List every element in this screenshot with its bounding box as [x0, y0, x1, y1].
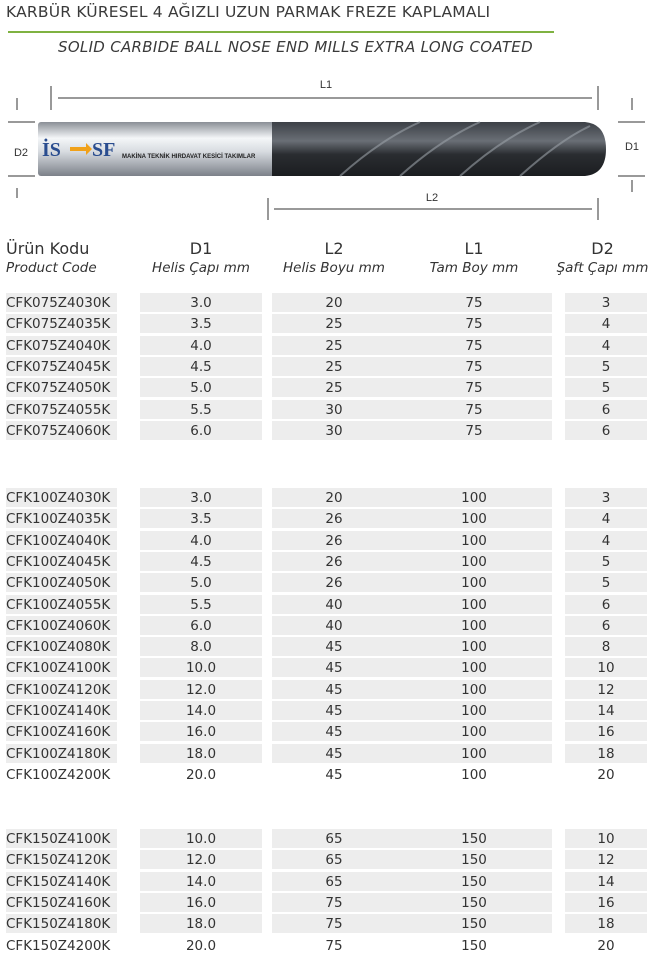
l1-cell: 75: [396, 400, 552, 419]
product-code-cell: CFK150Z4100K: [6, 829, 117, 848]
d1-cell: 4.0: [140, 336, 262, 355]
header-d1: D1 Helis Çapı mm: [152, 239, 250, 276]
l1-cell: 150: [396, 914, 552, 933]
l1-cell: 75: [396, 314, 552, 333]
product-code-cell: CFK100Z4140K: [6, 701, 117, 720]
tool-flutes: [272, 122, 606, 176]
d1-cell: 5.5: [140, 595, 262, 614]
end-mill-diagram: [0, 80, 653, 230]
l1-cell: 150: [396, 829, 552, 848]
d1-cell: 18.0: [140, 914, 262, 933]
l1-cell: 100: [396, 701, 552, 720]
l1-cell: 100: [461, 766, 487, 783]
product-code-cell: CFK100Z4100K: [6, 658, 117, 677]
table-row: [0, 357, 653, 378]
product-code-cell: CFK075Z4045K: [6, 357, 117, 376]
product-code-cell: CFK100Z4060K: [6, 616, 117, 635]
d1-cell: 10.0: [140, 658, 262, 677]
d1-cell: 6.0: [140, 421, 262, 440]
l2-cell: 26: [272, 509, 396, 528]
d1-cell: 16.0: [140, 893, 262, 912]
d2-cell: 6: [565, 595, 647, 614]
l2-cell: 25: [272, 378, 396, 397]
d2-cell: 6: [565, 400, 647, 419]
product-code-cell: CFK075Z4055K: [6, 400, 117, 419]
l2-cell: 20: [272, 293, 396, 312]
d2-cell: 5: [565, 357, 647, 376]
product-code-cell: CFK100Z4040K: [6, 531, 117, 550]
header-l2: L2 Helis Boyu mm: [283, 239, 385, 276]
logo-subtitle: MAKİNA TEKNİK HIRDAVAT KESİCİ TAKIMLAR: [122, 154, 256, 160]
header-l1: L1 Tam Boy mm: [429, 239, 519, 276]
l2-cell: 26: [272, 552, 396, 571]
l2-cell: 45: [272, 722, 396, 741]
l1-cell: 100: [396, 658, 552, 677]
table-row: [0, 829, 653, 850]
l1-cell: 100: [396, 509, 552, 528]
l2-cell: 75: [325, 937, 343, 954]
l1-cell: 75: [396, 421, 552, 440]
table-row: [0, 595, 653, 616]
table-row: [0, 893, 653, 914]
d1-cell: 6.0: [140, 616, 262, 635]
product-code-cell: CFK150Z4120K: [6, 850, 117, 869]
table-row: [0, 914, 653, 935]
table-row: [0, 421, 653, 442]
table-row: [0, 400, 653, 421]
l2-cell: 26: [272, 573, 396, 592]
l2-cell: 65: [272, 850, 396, 869]
d2-cell: 5: [565, 378, 647, 397]
l1-cell: 150: [396, 850, 552, 869]
d2-cell: 16: [565, 893, 647, 912]
l1-cell: 100: [396, 722, 552, 741]
d2-cell: 10: [565, 829, 647, 848]
d1-cell: 5.0: [140, 573, 262, 592]
l2-cell: 75: [272, 914, 396, 933]
d2-cell: 4: [565, 509, 647, 528]
d1-cell: 20.0: [185, 937, 217, 954]
l1-cell: 100: [396, 637, 552, 656]
page-title: KARBÜR KÜRESEL 4 AĞIZLI UZUN PARMAK FREZE KAPLAMALI: [6, 3, 491, 21]
product-code-cell: CFK075Z4060K: [6, 421, 117, 440]
table-row: [0, 872, 653, 893]
d1-cell: 4.5: [140, 552, 262, 571]
l2-cell: 25: [272, 314, 396, 333]
l2-cell: 75: [272, 893, 396, 912]
d2-cell: 6: [565, 421, 647, 440]
table-row: [0, 336, 653, 357]
page-subtitle: SOLID CARBIDE BALL NOSE END MILLS EXTRA LONG COATED: [58, 38, 533, 56]
product-code-cell: CFK150Z4160K: [6, 893, 117, 912]
d1-cell: 3.0: [140, 488, 262, 507]
d2-cell: 4: [565, 336, 647, 355]
d1-cell: 4.5: [140, 357, 262, 376]
table-row: [0, 680, 653, 701]
d1-cell: 18.0: [140, 744, 262, 763]
d1-cell: 3.5: [140, 509, 262, 528]
l1-cell: 100: [396, 595, 552, 614]
table-row: [0, 378, 653, 399]
d2-cell: 3: [565, 293, 647, 312]
d1-label: D1: [624, 141, 640, 153]
table-row: [0, 314, 653, 335]
l2-cell: 26: [272, 531, 396, 550]
product-code-cell: CFK100Z4055K: [6, 595, 117, 614]
l1-label: L1: [319, 80, 333, 91]
l1-cell: 75: [396, 336, 552, 355]
product-code-cell: CFK100Z4180K: [6, 744, 117, 763]
d2-cell: 8: [565, 637, 647, 656]
d1-cell: 14.0: [140, 872, 262, 891]
table-row: [0, 701, 653, 722]
l2-cell: 40: [272, 595, 396, 614]
l1-cell: 100: [396, 680, 552, 699]
d2-cell: 16: [565, 722, 647, 741]
table-row: [0, 744, 653, 765]
product-code-cell: CFK075Z4040K: [6, 336, 117, 355]
table-row: [0, 637, 653, 658]
table-row: [0, 531, 653, 552]
l2-cell: 40: [272, 616, 396, 635]
table-row: [0, 488, 653, 509]
l1-cell: 150: [396, 893, 552, 912]
d2-cell: 12: [565, 680, 647, 699]
d2-cell: 10: [565, 658, 647, 677]
d2-cell: 18: [565, 744, 647, 763]
d1-cell: 3.5: [140, 314, 262, 333]
l1-cell: 100: [396, 573, 552, 592]
product-code-cell: CFK100Z4035K: [6, 509, 117, 528]
d1-cell: 16.0: [140, 722, 262, 741]
table-row: [0, 573, 653, 594]
table-row: [0, 850, 653, 871]
l1-cell: 150: [396, 872, 552, 891]
l2-cell: 65: [272, 872, 396, 891]
d1-cell: 5.5: [140, 400, 262, 419]
d1-cell: 8.0: [140, 637, 262, 656]
l2-cell: 45: [272, 701, 396, 720]
l2-label: L2: [425, 192, 439, 204]
l2-cell: 45: [272, 680, 396, 699]
l1-cell: 100: [396, 531, 552, 550]
d2-cell: 12: [565, 850, 647, 869]
product-code-cell: CFK100Z4045K: [6, 552, 117, 571]
l2-cell: 45: [272, 744, 396, 763]
l1-cell: 100: [396, 616, 552, 635]
header-product-code: Ürün Kodu Product Code: [6, 239, 97, 276]
d2-cell: 6: [565, 616, 647, 635]
l1-cell: 75: [396, 378, 552, 397]
l1-cell: 100: [396, 744, 552, 763]
table-row: [0, 658, 653, 679]
table-row: [0, 616, 653, 637]
l2-cell: 25: [272, 357, 396, 376]
l2-cell: 30: [272, 400, 396, 419]
table-row: [0, 936, 653, 957]
d1-cell: 12.0: [140, 680, 262, 699]
l2-cell: 65: [272, 829, 396, 848]
l1-cell: 75: [396, 357, 552, 376]
d2-label: D2: [13, 147, 29, 159]
product-code-cell: CFK150Z4180K: [6, 914, 117, 933]
d2-cell: 5: [565, 552, 647, 571]
d1-cell: 10.0: [140, 829, 262, 848]
product-code-cell: CFK150Z4200K: [6, 937, 111, 954]
d1-cell: 5.0: [140, 378, 262, 397]
d2-cell: 4: [565, 314, 647, 333]
table-row: [0, 293, 653, 314]
l2-cell: 45: [325, 766, 343, 783]
d2-cell: 20: [597, 937, 615, 954]
header-d2: D2 Şaft Çapı mm: [556, 239, 649, 276]
table-row: [0, 722, 653, 743]
l2-cell: 25: [272, 336, 396, 355]
table-row: [0, 765, 653, 786]
l2-cell: 20: [272, 488, 396, 507]
logo-text-right: SF: [92, 139, 116, 161]
l2-cell: 45: [272, 658, 396, 677]
d1-cell: 3.0: [140, 293, 262, 312]
table-row: [0, 552, 653, 573]
l1-cell: 75: [396, 293, 552, 312]
product-code-cell: CFK150Z4140K: [6, 872, 117, 891]
product-code-cell: CFK100Z4120K: [6, 680, 117, 699]
product-code-cell: CFK100Z4030K: [6, 488, 117, 507]
l2-cell: 45: [272, 637, 396, 656]
product-code-cell: CFK075Z4050K: [6, 378, 117, 397]
d2-cell: 14: [565, 872, 647, 891]
product-code-cell: CFK075Z4030K: [6, 293, 117, 312]
title-divider: [8, 31, 554, 33]
d1-cell: 14.0: [140, 701, 262, 720]
d2-cell: 3: [565, 488, 647, 507]
l1-cell: 150: [461, 937, 487, 954]
product-code-cell: CFK100Z4080K: [6, 637, 117, 656]
d1-cell: 20.0: [185, 766, 217, 783]
d1-cell: 12.0: [140, 850, 262, 869]
product-code-cell: CFK100Z4200K: [6, 766, 111, 783]
l2-cell: 30: [272, 421, 396, 440]
d2-cell: 4: [565, 531, 647, 550]
l1-cell: 100: [396, 488, 552, 507]
d1-cell: 4.0: [140, 531, 262, 550]
d2-cell: 5: [565, 573, 647, 592]
product-code-cell: CFK100Z4160K: [6, 722, 117, 741]
table-row: [0, 509, 653, 530]
d2-cell: 20: [597, 766, 615, 783]
product-code-cell: CFK075Z4035K: [6, 314, 117, 333]
l1-cell: 100: [396, 552, 552, 571]
d2-cell: 18: [565, 914, 647, 933]
product-code-cell: CFK100Z4050K: [6, 573, 117, 592]
d2-cell: 14: [565, 701, 647, 720]
logo-text-left: İS: [42, 139, 61, 161]
